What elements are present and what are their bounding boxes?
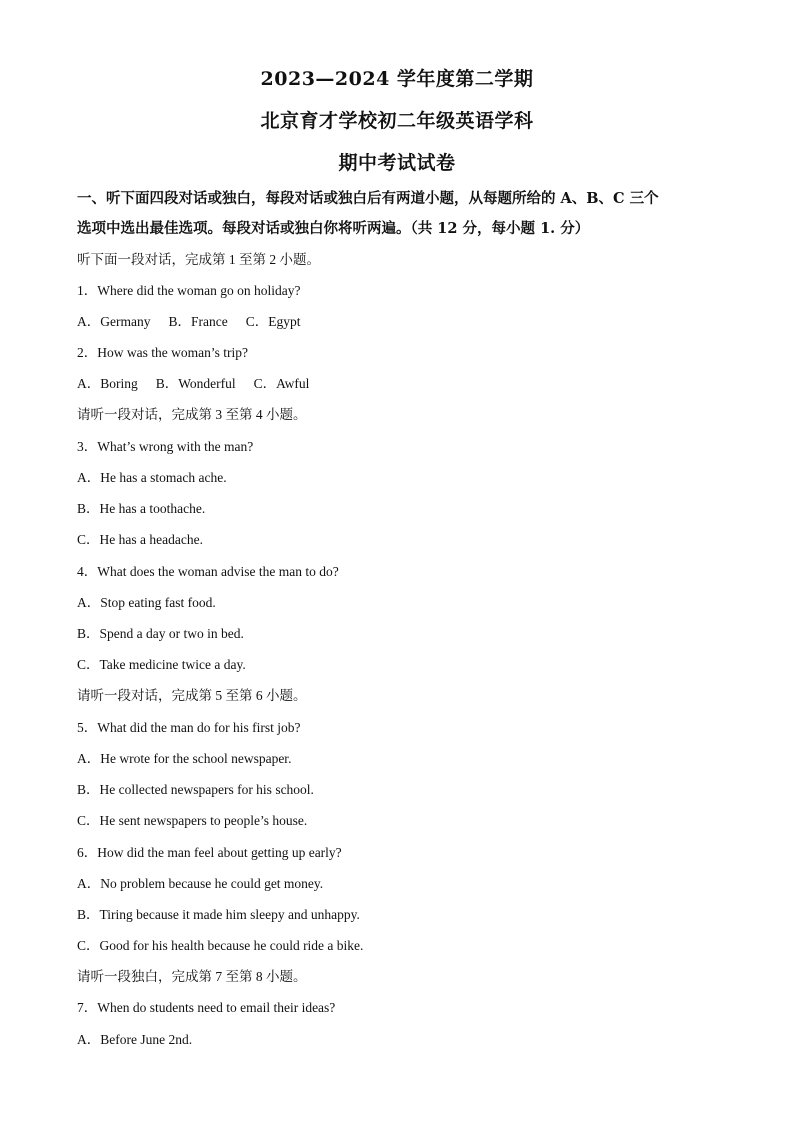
option-a: A．He wrote for the school newspaper. bbox=[77, 751, 292, 766]
exam-title-exam: 期中考试试卷 bbox=[338, 152, 456, 174]
option-c: C．Good for his health because he could ride a bike. bbox=[77, 938, 364, 953]
exam-title-term: 2023—2024 学年度第二学期 bbox=[260, 68, 534, 90]
option-a: A．No problem because he could get money. bbox=[77, 876, 324, 891]
question-stem: 7．When do students need to email their ideas? bbox=[77, 1000, 336, 1015]
question-stem: 5．What did the man do for his first job? bbox=[77, 720, 301, 735]
option-b: B．France bbox=[168, 314, 228, 329]
question-options-row bbox=[77, 312, 727, 332]
section-instruction-line1: 一、听下面四段对话或独白，每段对话或独白后有两道小题，从每题所给的 A、B、C 三个 bbox=[77, 190, 659, 207]
option-a: A．Stop eating fast food. bbox=[77, 595, 216, 610]
question-stem: 1．Where did the woman go on holiday? bbox=[77, 283, 301, 298]
option-c: C．He has a headache. bbox=[77, 532, 203, 547]
option-c: C．He sent newspapers to people’s house. bbox=[77, 813, 308, 828]
option-c: C．Egypt bbox=[245, 314, 301, 329]
option-b: B．He has a toothache. bbox=[77, 501, 206, 516]
option-b: B．He collected newspapers for his school. bbox=[77, 782, 314, 797]
option-b: B．Spend a day or two in bed. bbox=[77, 626, 244, 641]
question-stem: 3．What’s wrong with the man? bbox=[77, 439, 254, 454]
dialog-intro: 听下面一段对话，完成第 1 至第 2 小题。 bbox=[77, 252, 320, 267]
question-options-row bbox=[77, 374, 727, 394]
option-c: C．Take medicine twice a day. bbox=[77, 657, 246, 672]
section-instruction-line2: 选项中选出最佳选项。每段对话或独白你将听两遍。（共 12 分，每小题 1. 分） bbox=[77, 220, 590, 237]
option-b: B．Tiring because it made him sleepy and unhappy. bbox=[77, 907, 360, 922]
option-c: C．Awful bbox=[253, 376, 310, 391]
question-stem: 2．How was the woman’s trip? bbox=[77, 345, 248, 360]
option-a: A．He has a stomach ache. bbox=[77, 470, 227, 485]
option-a: A．Germany bbox=[77, 314, 151, 329]
question-stem: 6．How did the man feel about getting up early? bbox=[77, 845, 342, 860]
question-stem: 4．What does the woman advise the man to do? bbox=[77, 564, 339, 579]
dialog-intro: 请听一段对话，完成第 5 至第 6 小题。 bbox=[77, 688, 307, 703]
option-b: B．Wonderful bbox=[155, 376, 236, 391]
option-a: A．Before June 2nd. bbox=[77, 1032, 193, 1047]
monologue-intro: 请听一段独白，完成第 7 至第 8 小题。 bbox=[77, 969, 307, 984]
dialog-intro: 请听一段对话，完成第 3 至第 4 小题。 bbox=[77, 407, 307, 422]
option-a: A．Boring bbox=[77, 376, 138, 391]
exam-title-school: 北京育才学校初二年级英语学科 bbox=[260, 110, 534, 132]
